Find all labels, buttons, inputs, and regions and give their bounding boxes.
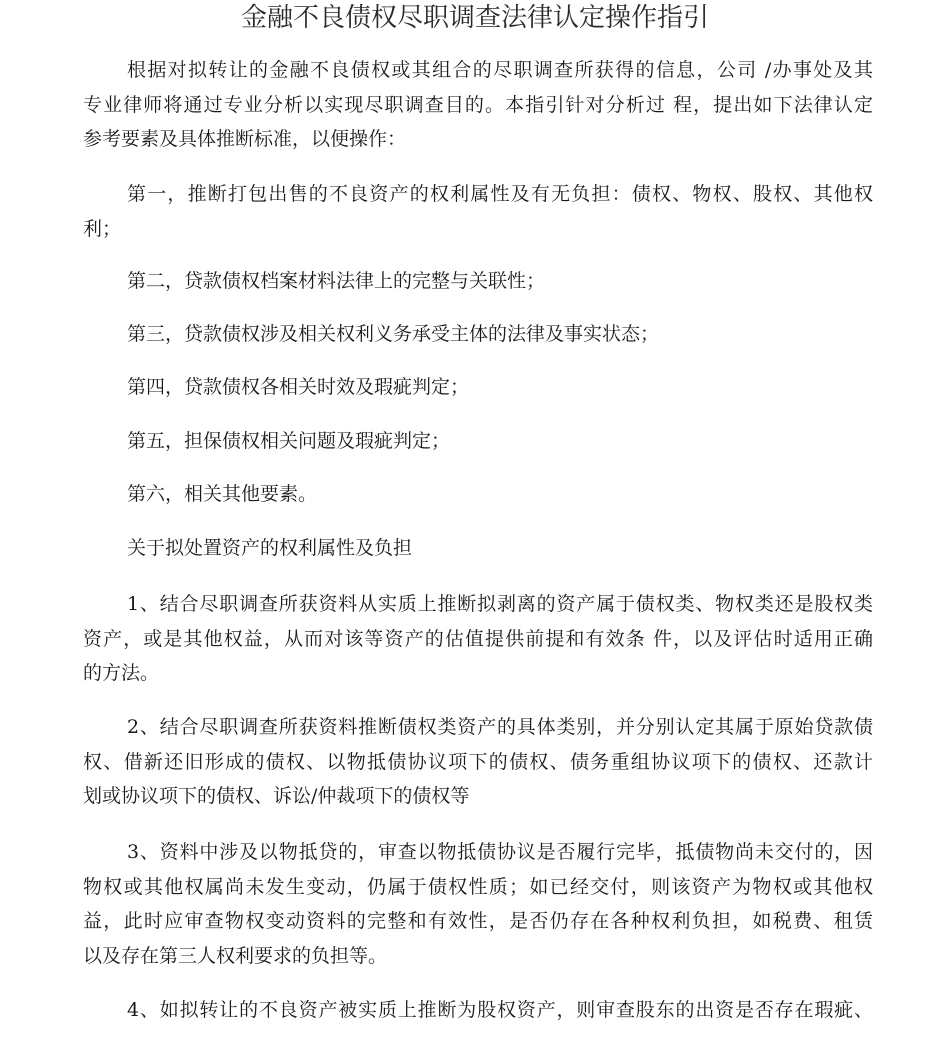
paragraph-line: 第四，贷款债权各相关时效及瑕疵判定； [127,376,470,398]
paragraph-line: 资产，或是其他权益，从而对该等资产的估值提供前提和有效条 件，以及评估时适用正确 [83,627,873,650]
document-title: 金融不良债权尽职调查法律认定操作指引 [240,3,709,33]
paragraph-line: 物权或其他权属尚未发生变动，仍属于债权性质；如已经交付，则该资产为物权或其他权 [83,875,873,898]
intro-paragraph [83,53,873,157]
paragraph-line: 3、资料中涉及以物抵贷的，审查以物抵债协议是否履行完毕，抵债物尚未交付的，因 [127,841,873,863]
paragraph-line: 利； [83,217,122,240]
point-4-paragraph [83,993,873,1028]
paragraph-line: 划或协议项下的债权、诉讼/仲裁项下的债权等 [83,785,470,807]
paragraph-line: 2、结合尽职调查所获资料推断债权类资产的具体类别，并分别认定其属于原始贷款债 [127,716,873,738]
point-1-paragraph [83,587,873,691]
paragraph-line: 的方法。 [83,662,160,684]
paragraph-line: 关于拟处置资产的权利属性及负担 [127,537,413,559]
paragraph-line: 1、结合尽职调查所获资料从实质上推断拟剥离的资产属于债权类、物权类还是股权类 [127,593,873,615]
paragraph-line: 根据对拟转让的金融不良债权或其组合的尽职调查所获得的信息，公司 /办事处及其 [127,59,873,81]
paragraph-line: 益，此时应审查物权变动资料的完整和有效性，是否仍存在各种权利负担，如税费、租赁 [83,910,873,932]
paragraph-line: 以及存在第三人权利要求的负担等。 [83,944,388,967]
item-sixth-paragraph [83,477,873,512]
paragraph-line: 第五，担保债权相关问题及瑕疵判定； [127,430,451,452]
item-third-paragraph [83,317,873,352]
point-3-paragraph [83,835,873,973]
item-fourth-paragraph [83,370,873,405]
paragraph-line: 第二，贷款债权档案材料法律上的完整与关联性； [127,270,546,292]
paragraph-line: 参考要素及具体推断标准，以便操作： [83,128,407,150]
paragraph-line: 4、如拟转让的不良资产被实质上推断为股权资产，则审查股东的出资是否存在瑕疵、 [127,999,873,1021]
paragraph-line: 第三，贷款债权涉及相关权利义务承受主体的法律及事实状态； [127,323,660,345]
point-2-paragraph [83,710,873,814]
paragraph-line: 第六，相关其他要素。 [127,483,318,505]
paragraph-line: 权、借新还旧形成的债权、以物抵债协议项下的债权、债务重组协议项下的债权、还款计 [83,750,873,773]
item-first-paragraph [83,177,873,246]
item-fifth-paragraph [83,424,873,459]
section-heading [83,531,873,566]
paragraph-line: 第一，推断打包出售的不良资产的权利属性及有无负担：债权、物权、股权、其他权 [127,183,873,205]
paragraph-line: 专业律师将通过专业分析以实现尽职调查目的。本指引针对分析过 程，提出如下法律认定 [83,93,873,116]
item-second-paragraph [83,264,873,299]
